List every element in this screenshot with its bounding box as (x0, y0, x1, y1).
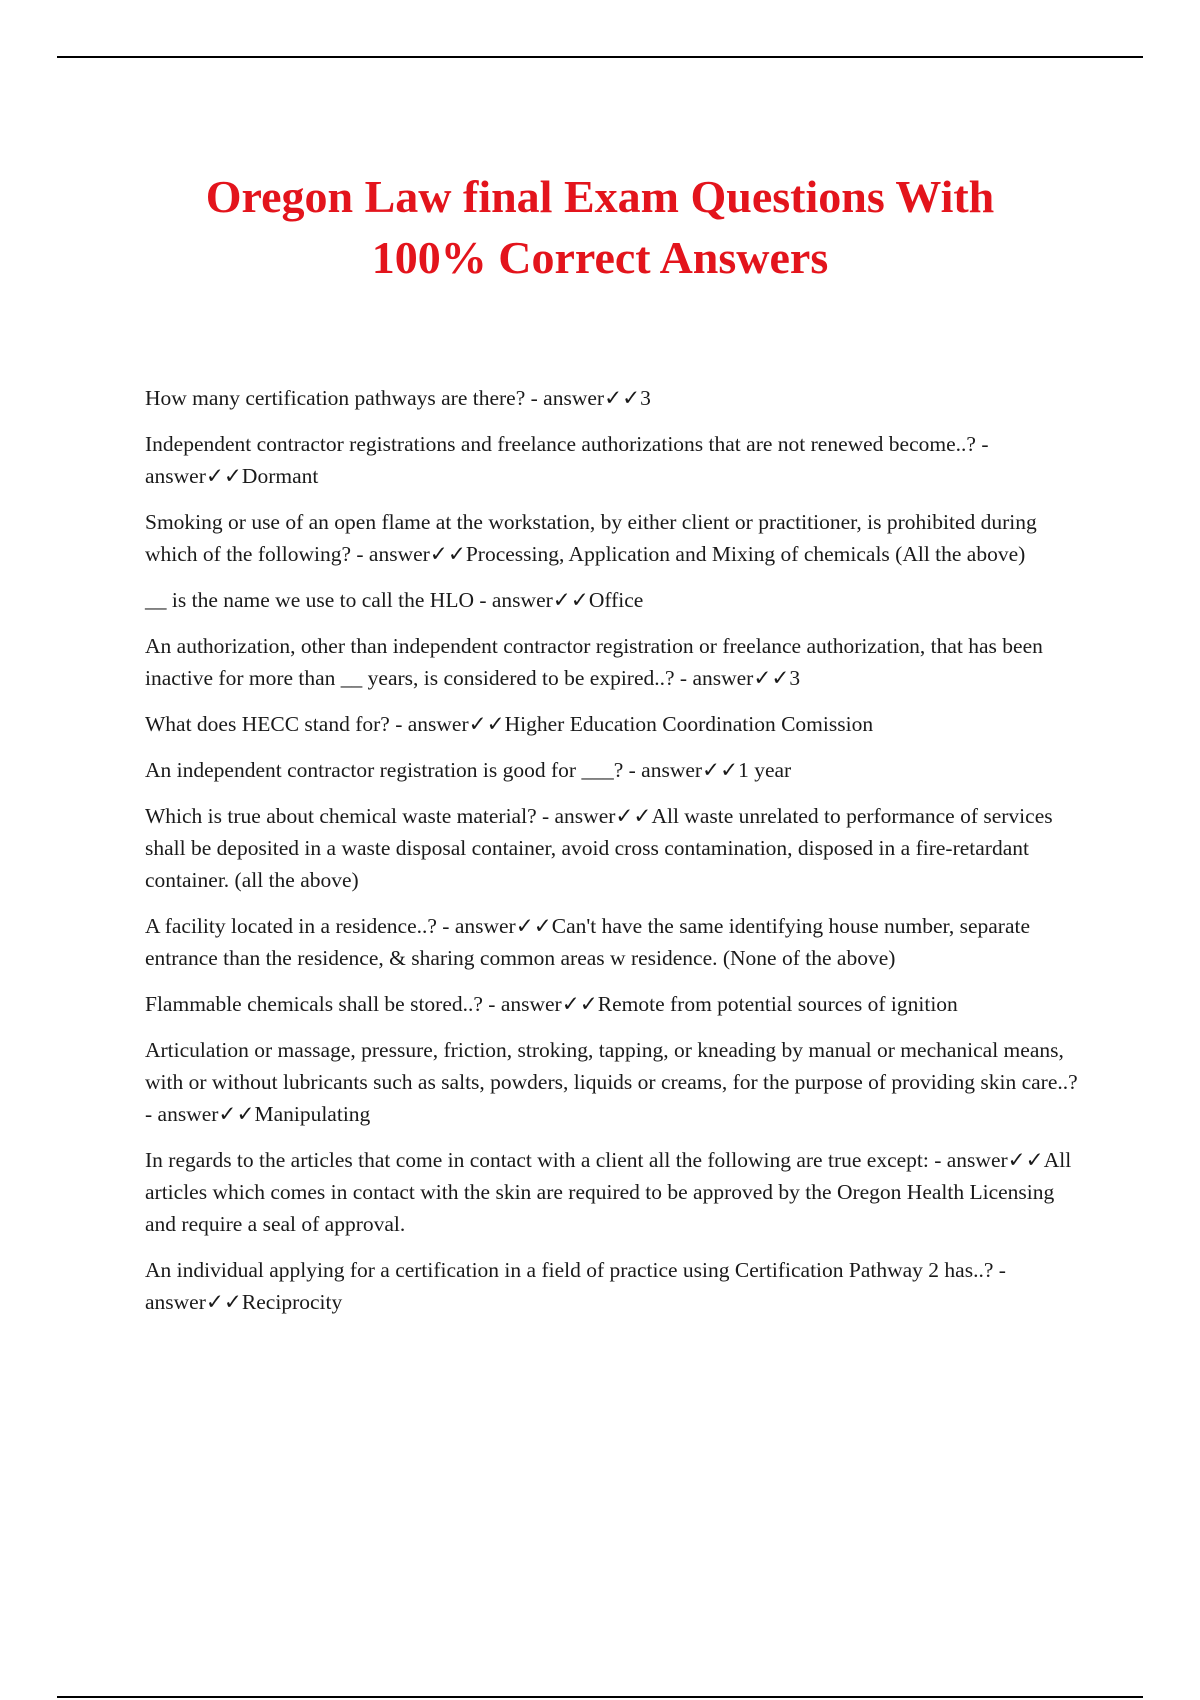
qa-item (145, 428, 1090, 492)
question-text: Flammable chemicals shall be stored..? (145, 992, 483, 1016)
question-text: Articulation or massage, pressure, friction, stroking, tapping, or kneading by manual or mechanical means, with or without lubricants such as salts, powders, liquids or creams, for the purpose of providing skin care..? (145, 1038, 1078, 1094)
answer-marker: - answer✓✓ (145, 1258, 1006, 1314)
qa-item (145, 584, 1090, 616)
question-text: An independent contractor registration is good for ___? (145, 758, 624, 782)
title-line-2: 100% Correct Answers (371, 232, 829, 283)
answer-marker: - answer✓✓ (674, 666, 790, 690)
answer-marker: - answer✓✓ (473, 588, 589, 612)
question-text: In regards to the articles that come in contact with a client all the following are true except: (145, 1148, 929, 1172)
answer-text: Higher Education Coordination Comission (504, 712, 874, 736)
qa-item (145, 708, 1090, 740)
qa-item (145, 1144, 1090, 1240)
answer-marker: - answer✓✓ (436, 914, 552, 938)
answer-marker: - answer✓✓ (525, 386, 641, 410)
answer-text: Office (588, 588, 644, 612)
answer-marker: - answer✓✓ (389, 712, 505, 736)
answer-text: 3 (789, 666, 801, 690)
answer-text: Reciprocity (241, 1290, 343, 1314)
answer-text: Manipulating (254, 1102, 371, 1126)
qa-item (145, 1034, 1090, 1130)
qa-item (145, 506, 1090, 570)
question-text: Smoking or use of an open flame at the workstation, by either client or practitioner, is prohibited during which of the following? (145, 510, 1037, 566)
answer-text: Dormant (241, 464, 319, 488)
question-text: __ is the name we use to call the HLO (145, 588, 474, 612)
answer-text: Can't have the same identifying house number, separate entrance than the residence, & sharing common areas w residence. (None of the above) (145, 914, 1030, 970)
question-text: An authorization, other than independent contractor registration or freelance authorization, that has been inactive for more than __ years, is considered to be expired..? (145, 634, 1043, 690)
qa-item (145, 382, 1090, 414)
document-title (100, 166, 1100, 288)
question-text: Independent contractor registrations and freelance authorizations that are not renewed become..? (145, 432, 976, 456)
qa-item (145, 1254, 1090, 1318)
title-line-1: Oregon Law final Exam Questions With (205, 171, 995, 222)
answer-marker: - answer✓✓ (623, 758, 739, 782)
answer-marker: - answer✓✓ (928, 1148, 1044, 1172)
answer-text: 3 (640, 386, 651, 410)
qa-item (145, 630, 1090, 694)
qa-item (145, 910, 1090, 974)
answer-text: 1 year (738, 758, 792, 782)
qa-item (145, 754, 1090, 786)
question-text: How many certification pathways are there? (145, 386, 526, 410)
question-text: Which is true about chemical waste material? (145, 804, 537, 828)
question-text: An individual applying for a certification in a field of practice using Certification Pathway 2 has..? (145, 1258, 994, 1282)
question-text: What does HECC stand for? (145, 712, 390, 736)
answer-text: Remote from potential sources of ignition (597, 992, 958, 1016)
answer-marker: - answer✓✓ (145, 1102, 255, 1126)
answer-marker: - answer✓✓ (351, 542, 466, 566)
top-rule (57, 56, 1143, 58)
answer-marker: - answer✓✓ (145, 432, 989, 488)
answer-marker: - answer✓✓ (482, 992, 598, 1016)
question-text: A facility located in a residence..? (145, 914, 437, 938)
answer-text: Processing, Application and Mixing of chemicals (All the above) (465, 542, 1026, 566)
qa-list (145, 382, 1090, 1332)
bottom-rule (57, 1696, 1143, 1698)
answer-marker: - answer✓✓ (536, 804, 652, 828)
answer-text: All waste unrelated to performance of services shall be deposited in a waste disposal container, avoid cross contamination, disposed in a fire-retardant container. (all the above) (145, 804, 1053, 892)
answer-text: All articles which comes in contact with the skin are required to be approved by the Oregon Health Licensing and require a seal of approval. (145, 1148, 1072, 1236)
qa-item (145, 988, 1090, 1020)
qa-item (145, 800, 1090, 896)
